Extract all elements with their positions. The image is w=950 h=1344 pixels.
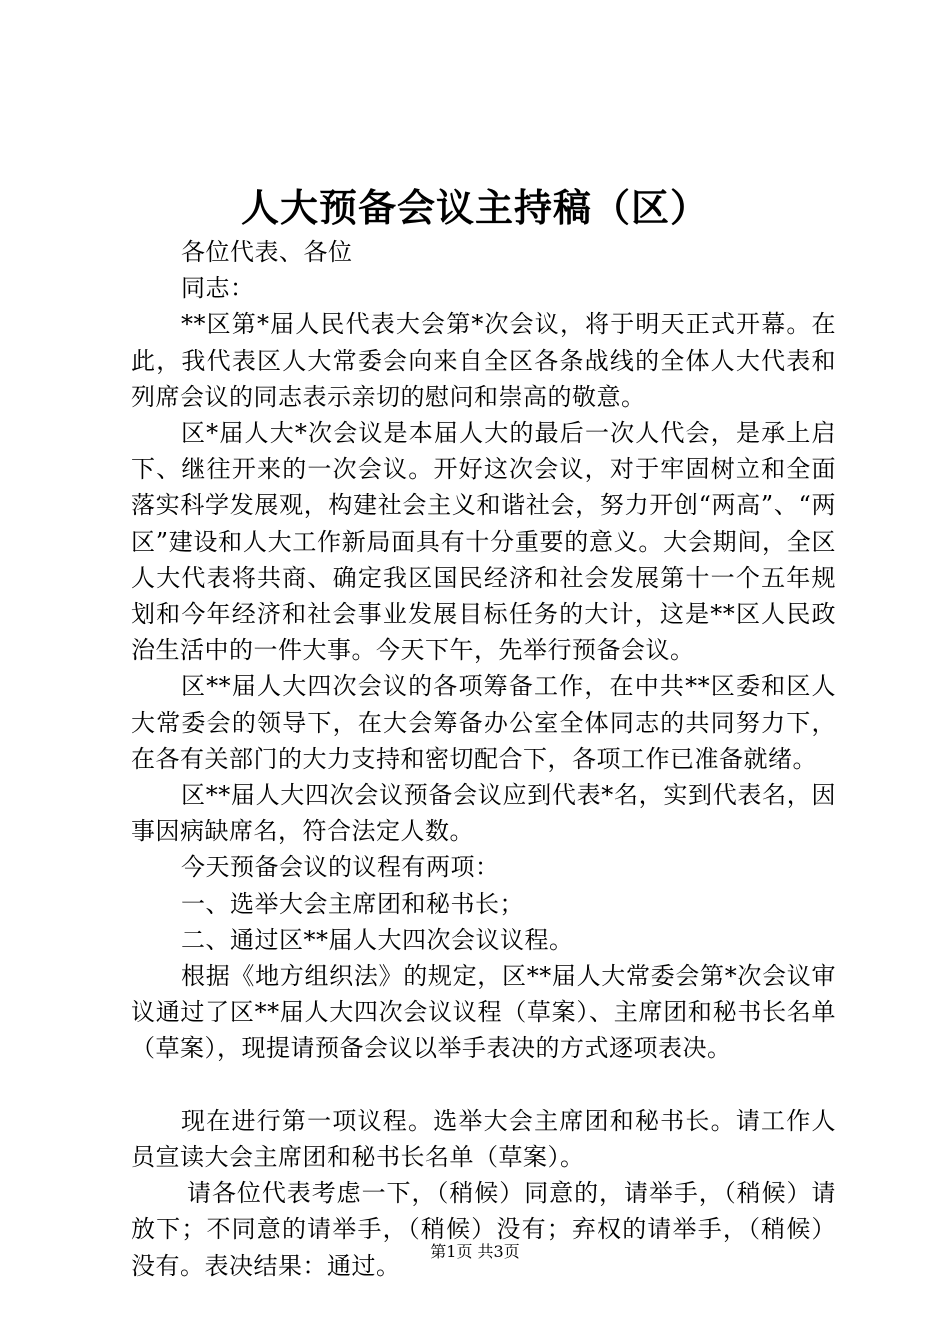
paragraph-legal-basis: 根据《地方组织法》的规定，区**届人大常委会第*次会议审议通过了区**届人大四次会议议程（草案）、主席团和秘书长名单（草案），现提请预备会议以举手表决的方式逐项表决。	[131, 962, 836, 1063]
paragraph-salutation-2: 同志：	[181, 274, 255, 303]
paragraph-preparation: 区**届人大四次会议的各项筹备工作，在中共**区委和区人大常委会的领导下，在大会筹备办公室全体同志的共同努力下，在各有关部门的大力支持和密切配合下，各项工作已准备就绪。	[131, 672, 836, 773]
paragraph-first-item: 现在进行第一项议程。选举大会主席团和秘书长。请工作人员宣读大会主席团和秘书长名单（草案）。	[131, 1106, 836, 1172]
paragraph-spacer	[131, 1067, 836, 1103]
paragraph-opening: **区第*届人民代表大会第*次会议，将于明天正式开幕。在此，我代表区人大常委会向来自全区各条战线的全体人大代表和列席会议的同志表示亲切的慰问和崇高的敬意。	[131, 310, 836, 411]
paragraph-agenda-intro: 今天预备会议的议程有两项：	[181, 853, 500, 882]
paragraph-salutation-1: 各位代表、各位	[181, 238, 353, 266]
paragraph-agenda-item-1: 一、选举大会主席团和秘书长；	[181, 889, 524, 918]
document-title: 人大预备会议主持稿（区）	[240, 185, 709, 230]
paragraph-vote: 请各位代表考虑一下，（稍候）同意的，请举手，（稍候）请放下；不同意的请举手，（稍候）没有；弃权的请举手，（稍候）没有。表决结果：通过。	[131, 1179, 836, 1280]
paragraph-attendance: 区**届人大四次会议预备会议应到代表*名，实到代表名，因事因病缺席名，符合法定人数。	[131, 781, 836, 846]
page-footer: 第1页 共3页	[430, 1242, 520, 1261]
paragraph-significance: 区*届人大*次会议是本届人大的最后一次人代会，是承上启下、继往开来的一次会议。开好这次会议，对于牢固树立和全面落实科学发展观，构建社会主义和谐社会，努力开创“两高”、“两区”建设和人大工作新局面具有十分重要的意义。大会期间，全区人大代表将共商、确定我区国民经济和社会发展第十一个五年规划和今年经济和社会事业发展目标任务的大计，这是**区人民政治生活中的一件大事。今天下午，先举行预备会议。	[131, 419, 836, 665]
document-body	[131, 234, 836, 1284]
paragraph-agenda-item-2: 二、通过区**届人大四次会议议程。	[181, 925, 574, 954]
